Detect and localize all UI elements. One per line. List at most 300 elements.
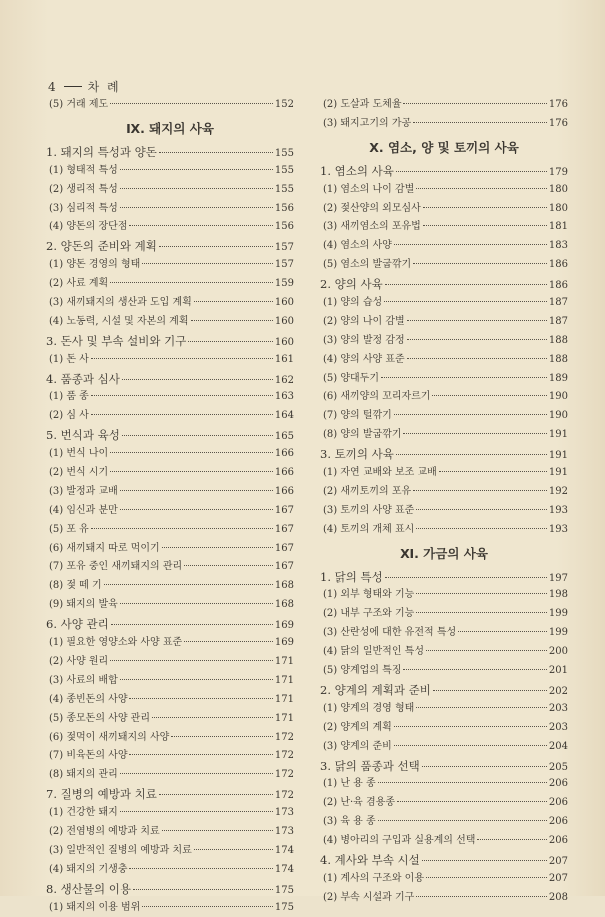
entry-page-number: 200 <box>548 646 568 658</box>
entry-title: (2) 부속 시설과 기구 <box>323 891 415 903</box>
dot-leader <box>413 490 547 491</box>
dot-leader <box>397 801 547 802</box>
dot-leader <box>396 171 547 172</box>
entry-title: 4. 계사와 부속 시설 <box>320 852 420 867</box>
dot-leader <box>91 414 273 415</box>
toc-subentry[interactable] <box>46 823 294 842</box>
entry-title: (2) 도살과 도체율 <box>323 99 402 110</box>
entry-title: (2) 양계의 계획 <box>323 721 392 733</box>
toc-chapter-entry[interactable] <box>320 757 568 776</box>
toc-subentry[interactable] <box>320 426 568 445</box>
toc-chapter-entry[interactable] <box>320 851 568 870</box>
toc-subentry[interactable] <box>46 275 294 294</box>
entry-page-number: 192 <box>548 485 568 497</box>
toc-subentry[interactable] <box>46 256 294 275</box>
entry-page-number: 180 <box>548 202 568 214</box>
entry-title: (1) 품 종 <box>49 391 89 403</box>
entry-title: (3) 새끼돼지의 생산과 도입 계획 <box>49 297 192 309</box>
entry-title: (3) 사료의 배합 <box>49 674 118 686</box>
dot-leader <box>129 754 272 755</box>
dot-leader <box>394 414 547 415</box>
toc-subentry[interactable] <box>320 181 568 200</box>
dot-leader <box>413 263 547 264</box>
toc-subentry[interactable] <box>46 294 294 313</box>
entry-title: (1) 필요한 영양소와 사양 표준 <box>49 637 183 649</box>
entry-title: (1) 돼지의 이용 범위 <box>49 901 141 913</box>
toc-chapter-entry[interactable] <box>320 275 568 294</box>
dot-leader <box>422 860 547 861</box>
entry-page-number: 167 <box>274 523 294 535</box>
toc-subentry[interactable] <box>46 596 294 615</box>
entry-title: (8) 젖 떼 기 <box>49 580 102 592</box>
dot-leader <box>191 320 273 321</box>
toc-left-column <box>46 96 294 917</box>
dot-leader <box>110 282 273 283</box>
entry-title: 2. 양의 사육 <box>320 277 383 292</box>
dot-leader <box>120 490 273 491</box>
entry-title: (5) 양대두기 <box>323 372 379 384</box>
toc-subentry[interactable] <box>320 889 568 908</box>
entry-title: (1) 형태적 특성 <box>49 164 118 176</box>
dot-leader <box>129 868 272 869</box>
toc-subentry[interactable] <box>320 502 568 521</box>
dot-leader <box>378 782 547 783</box>
entry-title: (1) 자연 교배와 보조 교배 <box>323 467 437 479</box>
entry-page-number: 189 <box>548 372 568 384</box>
dot-leader <box>120 207 273 208</box>
toc-chapter-entry[interactable] <box>46 332 294 351</box>
dot-leader <box>122 379 273 380</box>
dot-leader <box>120 169 273 170</box>
entry-title: 1. 염소의 사육 <box>320 163 394 178</box>
toc-chapter-entry[interactable] <box>46 237 294 256</box>
toc-subentry[interactable] <box>46 181 294 200</box>
toc-subentry[interactable] <box>320 521 568 540</box>
dot-leader <box>394 726 547 727</box>
entry-page-number: 174 <box>274 844 294 856</box>
entry-page-number: 176 <box>548 117 568 129</box>
toc-subentry[interactable] <box>320 483 568 502</box>
entry-title: (5) 거래 제도 <box>49 99 109 110</box>
entry-page-number: 175 <box>274 884 294 896</box>
entry-page-number: 199 <box>548 608 568 620</box>
header-dash <box>64 86 82 87</box>
entry-page-number: 172 <box>274 731 294 743</box>
dot-leader <box>423 225 547 226</box>
dot-leader <box>120 509 273 510</box>
entry-title: (4) 염소의 사양 <box>323 240 392 252</box>
dot-leader <box>426 650 547 651</box>
entry-page-number: 191 <box>548 450 568 462</box>
entry-page-number: 171 <box>274 712 294 724</box>
entry-title: (4) 닭의 일반적인 특성 <box>323 646 424 658</box>
entry-page-number: 167 <box>274 504 294 516</box>
entry-title: (6) 새끼양의 꼬리자르기 <box>323 391 431 403</box>
entry-page-number: 181 <box>548 221 568 233</box>
entry-title: (1) 난 용 종 <box>323 778 376 790</box>
dot-leader <box>403 669 546 670</box>
entry-title: (3) 토끼의 사양 표준 <box>323 504 415 516</box>
entry-title: (3) 심리적 특성 <box>49 202 118 214</box>
toc-subentry[interactable] <box>320 294 568 313</box>
toc-subentry[interactable] <box>46 540 294 559</box>
toc-subentry[interactable] <box>46 729 294 748</box>
entry-title: (7) 양의 털깎기 <box>323 410 392 422</box>
dot-leader <box>385 284 547 285</box>
dot-leader <box>407 358 547 359</box>
toc-right-column <box>320 96 568 908</box>
dot-leader <box>133 889 273 890</box>
entry-title: (1) 돈 사 <box>49 353 89 365</box>
toc-chapter-entry[interactable] <box>320 445 568 464</box>
entry-title: (4) 돼지의 기생충 <box>49 863 128 875</box>
toc-subentry[interactable] <box>46 861 294 880</box>
toc-subentry[interactable] <box>46 634 294 653</box>
entry-title: (4) 종빈돈의 사양 <box>49 693 128 705</box>
entry-title: (6) 새끼돼지 따로 먹이기 <box>49 542 160 554</box>
dot-leader <box>120 188 273 189</box>
entry-page-number: 171 <box>274 674 294 686</box>
dot-leader <box>110 103 273 104</box>
entry-page-number: 198 <box>548 589 568 601</box>
toc-subentry[interactable] <box>320 586 568 605</box>
toc-subentry[interactable] <box>320 96 568 115</box>
toc-subentry[interactable] <box>320 738 568 757</box>
entry-title: (1) 계사의 구조와 이용 <box>323 872 424 884</box>
entry-page-number: 155 <box>274 183 294 195</box>
toc-subentry[interactable] <box>46 200 294 219</box>
entry-page-number: 203 <box>548 702 568 714</box>
dot-leader <box>162 830 273 831</box>
dot-leader <box>477 839 546 840</box>
toc-subentry[interactable] <box>320 237 568 256</box>
entry-title: (2) 내부 구조와 기능 <box>323 608 415 620</box>
toc-subentry[interactable] <box>320 313 568 332</box>
entry-page-number: 167 <box>274 542 294 554</box>
dot-leader <box>433 690 547 691</box>
entry-title: 1. 돼지의 특성과 양돈 <box>46 144 157 159</box>
dot-leader <box>403 103 546 104</box>
entry-title: (2) 전염병의 예방과 치료 <box>49 825 160 837</box>
entry-page-number: 207 <box>548 872 568 884</box>
toc-subentry[interactable] <box>46 351 294 370</box>
toc-subentry[interactable] <box>320 332 568 351</box>
dot-leader <box>129 698 272 699</box>
dot-leader <box>416 509 547 510</box>
toc-subentry[interactable] <box>46 464 294 483</box>
toc-subentry[interactable] <box>320 256 568 275</box>
entry-page-number: 193 <box>548 504 568 516</box>
dot-leader <box>159 152 273 153</box>
dot-leader <box>184 565 273 566</box>
toc-subentry[interactable] <box>46 96 294 115</box>
toc-subentry[interactable] <box>320 813 568 832</box>
toc-subentry[interactable] <box>46 842 294 861</box>
dot-leader <box>184 641 273 642</box>
entry-page-number: 206 <box>548 816 568 828</box>
entry-page-number: 156 <box>274 202 294 214</box>
entry-page-number: 183 <box>548 240 568 252</box>
entry-title: (2) 젖산양의 외모심사 <box>323 202 421 214</box>
entry-page-number: 160 <box>274 336 294 348</box>
toc-chapter-entry[interactable] <box>320 681 568 700</box>
page-number: 4 <box>48 79 58 94</box>
toc-chapter-entry[interactable] <box>320 162 568 181</box>
toc-subentry[interactable] <box>320 870 568 889</box>
entry-page-number: 197 <box>548 572 568 584</box>
entry-page-number: 190 <box>548 391 568 403</box>
dot-leader <box>403 433 546 434</box>
toc-subentry[interactable] <box>320 775 568 794</box>
entry-title: (3) 산란성에 대한 유전적 특성 <box>323 627 457 639</box>
dot-leader <box>159 246 273 247</box>
entry-title: 3. 토끼의 사육 <box>320 447 394 462</box>
entry-page-number: 160 <box>274 315 294 327</box>
entry-page-number: 175 <box>274 901 294 913</box>
toc-subentry[interactable] <box>46 445 294 464</box>
entry-title: 1. 닭의 특성 <box>320 569 383 584</box>
toc-subentry[interactable] <box>46 710 294 729</box>
entry-title: (1) 염소의 나이 감별 <box>323 183 415 195</box>
toc-subentry[interactable] <box>46 388 294 407</box>
dot-leader <box>91 528 273 529</box>
toc-subentry[interactable] <box>320 464 568 483</box>
entry-title: (3) 양계의 준비 <box>323 740 392 752</box>
dot-leader <box>396 454 547 455</box>
entry-page-number: 193 <box>548 523 568 535</box>
entry-title: (2) 생리적 특성 <box>49 183 118 195</box>
entry-title: (5) 포 유 <box>49 523 89 535</box>
dot-leader <box>416 707 547 708</box>
toc-chapter-entry[interactable] <box>46 143 294 162</box>
dot-leader <box>91 358 273 359</box>
dot-leader <box>422 766 547 767</box>
entry-title: 5. 번식과 육성 <box>46 428 120 443</box>
entry-title: (5) 염소의 발굽깎기 <box>323 259 412 271</box>
dot-leader <box>171 736 273 737</box>
dot-leader <box>110 471 273 472</box>
entry-title: (4) 병아리의 구입과 실용계의 선택 <box>323 835 476 847</box>
entry-title: 6. 사양 관리 <box>46 617 109 632</box>
entry-title: (3) 새끼염소의 포유법 <box>323 221 421 233</box>
toc-subentry[interactable] <box>320 115 568 134</box>
toc-chapter-entry[interactable] <box>46 615 294 634</box>
toc-subentry[interactable] <box>46 313 294 332</box>
entry-page-number: 207 <box>548 855 568 867</box>
entry-page-number: 188 <box>548 353 568 365</box>
entry-title: (6) 젖먹이 새끼돼지의 사양 <box>49 731 170 743</box>
entry-page-number: 201 <box>548 665 568 677</box>
entry-page-number: 191 <box>548 467 568 479</box>
entry-title: 4. 품종과 심사 <box>46 371 120 386</box>
entry-page-number: 186 <box>548 259 568 271</box>
entry-page-number: 172 <box>274 750 294 762</box>
entry-title: 2. 양돈의 준비와 계획 <box>46 239 157 254</box>
toc-subentry[interactable] <box>320 662 568 681</box>
toc-subentry[interactable] <box>320 200 568 219</box>
section-heading: Ⅸ. 돼지의 사육 <box>126 120 214 136</box>
toc-subentry[interactable] <box>46 804 294 823</box>
dot-leader <box>188 341 273 342</box>
entry-title: (5) 종모돈의 사양 관리 <box>49 712 150 724</box>
toc-subentry[interactable] <box>320 624 568 643</box>
toc-subentry[interactable] <box>46 558 294 577</box>
toc-subentry[interactable] <box>320 407 568 426</box>
toc-subentry[interactable] <box>46 521 294 540</box>
entry-page-number: 186 <box>548 280 568 292</box>
entry-page-number: 187 <box>548 315 568 327</box>
toc-subentry[interactable] <box>46 672 294 691</box>
entry-title: (4) 양의 사양 표준 <box>323 353 405 365</box>
toc-chapter-entry[interactable] <box>46 426 294 445</box>
dot-leader <box>91 395 273 396</box>
dot-leader <box>120 773 273 774</box>
toc-chapter-entry[interactable] <box>320 568 568 587</box>
toc-subentry[interactable] <box>320 605 568 624</box>
entry-title: (7) 비육돈의 사양 <box>49 750 128 762</box>
entry-page-number: 152 <box>274 99 294 110</box>
toc-subentry[interactable] <box>46 766 294 785</box>
entry-title: 3. 돈사 및 부속 설비와 기구 <box>46 333 187 348</box>
entry-page-number: 155 <box>274 164 294 176</box>
dot-leader <box>194 301 273 302</box>
entry-title: (2) 새끼토끼의 포유 <box>323 485 412 497</box>
entry-page-number: 208 <box>548 891 568 903</box>
entry-page-number: 157 <box>274 259 294 271</box>
toc-subentry[interactable] <box>46 483 294 502</box>
entry-title: (1) 양돈 경영의 형태 <box>49 259 141 271</box>
entry-page-number: 206 <box>548 778 568 790</box>
entry-page-number: 204 <box>548 740 568 752</box>
dot-leader <box>120 603 273 604</box>
toc-subentry[interactable] <box>46 407 294 426</box>
entry-page-number: 190 <box>548 410 568 422</box>
entry-page-number: 199 <box>548 627 568 639</box>
toc-subentry[interactable] <box>46 218 294 237</box>
dot-leader <box>407 339 547 340</box>
toc-subentry[interactable] <box>320 832 568 851</box>
entry-title: (8) 돼지의 관리 <box>49 769 118 781</box>
entry-page-number: 174 <box>274 863 294 875</box>
dot-leader <box>416 612 547 613</box>
toc-subentry[interactable] <box>320 643 568 662</box>
entry-title: (2) 양의 나이 감별 <box>323 315 405 327</box>
entry-title: (4) 임신과 분만 <box>49 504 118 516</box>
entry-page-number: 171 <box>274 693 294 705</box>
entry-title: (4) 양돈의 장단점 <box>49 221 128 233</box>
entry-title: (2) 사료 계획 <box>49 278 109 290</box>
entry-title: (1) 외부 형태와 기능 <box>323 589 415 601</box>
entry-page-number: 166 <box>274 467 294 479</box>
entry-page-number: 169 <box>274 620 294 632</box>
toc-subentry[interactable] <box>320 700 568 719</box>
dot-leader <box>152 717 273 718</box>
toc-subentry[interactable] <box>46 899 294 917</box>
dot-leader <box>122 435 273 436</box>
toc-subentry[interactable] <box>46 691 294 710</box>
toc-subentry[interactable] <box>320 218 568 237</box>
dot-leader <box>378 820 547 821</box>
entry-page-number: 157 <box>274 242 294 254</box>
entry-title: (3) 일반적인 질병의 예방과 치료 <box>49 844 192 856</box>
section-heading: Ⅹ. 염소, 양 및 토끼의 사육 <box>369 139 519 155</box>
toc-subentry[interactable] <box>46 577 294 596</box>
toc-chapter-entry[interactable] <box>46 370 294 389</box>
entry-page-number: 176 <box>548 99 568 110</box>
dot-leader <box>381 377 547 378</box>
toc-subentry[interactable] <box>46 502 294 521</box>
entry-page-number: 202 <box>548 685 568 697</box>
toc-subentry[interactable] <box>320 388 568 407</box>
entry-page-number: 188 <box>548 334 568 346</box>
dot-leader <box>394 244 547 245</box>
entry-page-number: 155 <box>274 147 294 159</box>
entry-title: 8. 생산물의 이용 <box>46 881 131 896</box>
entry-page-number: 206 <box>548 797 568 809</box>
toc-subentry[interactable] <box>46 747 294 766</box>
entry-title: (1) 번식 나이 <box>49 448 109 460</box>
entry-title: (4) 토끼의 개체 표시 <box>323 523 415 535</box>
entry-title: (3) 양의 발정 감정 <box>323 334 405 346</box>
dot-leader <box>142 906 273 907</box>
dot-leader <box>159 794 273 795</box>
entry-page-number: 167 <box>274 561 294 573</box>
dot-leader <box>120 679 273 680</box>
dot-leader <box>432 395 546 396</box>
entry-title: 2. 양계의 계획과 준비 <box>320 682 431 697</box>
entry-title: (9) 돼지의 발육 <box>49 599 118 611</box>
toc-subentry[interactable] <box>320 370 568 389</box>
entry-page-number: 187 <box>548 297 568 309</box>
dot-leader <box>120 811 273 812</box>
page-title: 차 례 <box>87 80 121 94</box>
entry-page-number: 165 <box>274 431 294 443</box>
dot-leader <box>110 452 273 453</box>
toc-chapter-entry[interactable] <box>46 785 294 804</box>
entry-title: (4) 노동력, 시설 및 자본의 계획 <box>49 315 189 327</box>
entry-title: (8) 양의 발굽깎기 <box>323 429 402 441</box>
entry-page-number: 171 <box>274 655 294 667</box>
entry-page-number: 203 <box>548 721 568 733</box>
dot-leader <box>423 207 547 208</box>
dot-leader <box>439 471 547 472</box>
dot-leader <box>416 528 547 529</box>
toc-subentry[interactable] <box>320 351 568 370</box>
entry-title: (1) 양계의 경영 형태 <box>323 702 415 714</box>
entry-title: (1) 건강한 돼지 <box>49 807 118 819</box>
entry-page-number: 180 <box>548 183 568 195</box>
toc-subentry[interactable] <box>46 162 294 181</box>
toc-subentry[interactable] <box>46 653 294 672</box>
entry-page-number: 156 <box>274 221 294 233</box>
toc-subentry[interactable] <box>320 794 568 813</box>
entry-page-number: 173 <box>274 825 294 837</box>
dot-leader <box>394 745 547 746</box>
entry-title: (2) 사양 원리 <box>49 655 109 667</box>
toc-subentry[interactable] <box>320 719 568 738</box>
dot-leader <box>416 188 547 189</box>
entry-page-number: 172 <box>274 769 294 781</box>
entry-page-number: 173 <box>274 807 294 819</box>
entry-page-number: 162 <box>274 374 294 386</box>
entry-title: 7. 질병의 예방과 치료 <box>46 787 157 802</box>
entry-title: (3) 돼지고기의 가공 <box>323 117 412 129</box>
entry-page-number: 163 <box>274 391 294 403</box>
dot-leader <box>194 849 273 850</box>
dot-leader <box>416 593 547 594</box>
dot-leader <box>111 624 273 625</box>
entry-page-number: 169 <box>274 637 294 649</box>
